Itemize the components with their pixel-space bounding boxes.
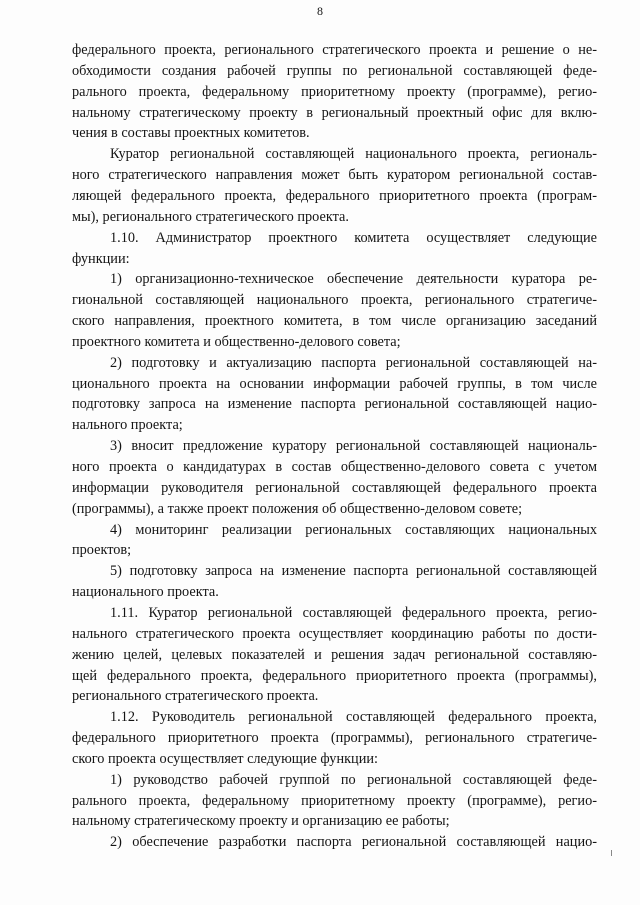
text-line: 1) организационно-техническое обеспечение деятельности куратора ре-: [110, 271, 597, 288]
text-line: щей федерального проекта, федерального приоритетного проекта (программы),: [72, 667, 597, 684]
text-line: национального проекта.: [72, 584, 219, 601]
text-line: регионального стратегического проекта.: [72, 688, 319, 705]
text-line: обходимости создания рабочей группы по региональной составляющей феде-: [72, 62, 597, 79]
text-line: ного проекта о кандидатурах в состав общественно-делового совета с учетом: [72, 459, 597, 475]
text-line: Куратор региональной составляющей национального проекта, региональ-: [110, 146, 597, 163]
text-line: информации руководителя региональной составляющей федерального проекта: [72, 479, 597, 496]
text-line: жению целей, целевых показателей и решения задач региональной составляю-: [72, 646, 597, 663]
text-line: 1) руководство рабочей группой по региональной составляющей феде-: [110, 771, 597, 788]
text-line: гиональной составляющей национального проекта, регионального стратегиче-: [72, 292, 597, 309]
text-line: нального стратегического проекта осуществляет координацию работы по дости-: [72, 625, 597, 642]
text-line: рального проекта, федеральному приоритетному проекту (программе), регио-: [72, 792, 597, 809]
text-line: нальному стратегическому проекту в региональный проектный офис для вклю-: [72, 104, 597, 121]
text-line: подготовку запроса на изменение паспорта региональной составляющей нацио-: [72, 396, 597, 413]
text-line: федерального проекта, регионального стратегического проекта и решение о не-: [72, 42, 597, 58]
text-line: ционального проекта на основании информации рабочей группы, в том числе: [72, 375, 597, 392]
text-line: мы), регионального стратегического проекта.: [72, 208, 349, 225]
text-line: 1.12. Руководитель региональной составляющей федерального проекта,: [110, 709, 597, 726]
text-line: 5) подготовку запроса на изменение паспорта региональной составляющей: [110, 563, 597, 580]
text-line: 2) подготовку и актуализацию паспорта региональной составляющей на-: [110, 354, 597, 371]
text-line: чения в составы проектных комитетов.: [72, 125, 310, 142]
text-line: нального проекта;: [72, 417, 183, 434]
text-line: 1.11. Куратор региональной составляющей федерального проекта, регио-: [110, 604, 597, 621]
text-line: ского проекта осуществляет следующие функции:: [72, 750, 378, 767]
text-line: 3) вносит предложение куратору региональной составляющей националь-: [110, 438, 597, 455]
text-line: ляющей федерального проекта, федерального приоритетного проекта (програм-: [72, 187, 597, 204]
page-number: 8: [317, 4, 323, 18]
text-line: проектов;: [72, 542, 132, 559]
text-line: нальному стратегическому проекту и организацию ее работы;: [72, 813, 450, 830]
text-line: федерального приоритетного проекта (программы), регионального стратегиче-: [72, 730, 597, 747]
text-line: ного стратегического направления может быть куратором региональной состав-: [72, 167, 597, 184]
text-line: проектного комитета и общественно-делового совета;: [72, 333, 401, 350]
text-line: 4) мониторинг реализации региональных составляющих национальных: [110, 521, 597, 538]
text-line: ского направления, проектного комитета, в том числе организацию заседаний: [72, 313, 597, 330]
text-line: 2) обеспечение разработки паспорта региональной составляющей нацио-: [110, 834, 597, 851]
scan-speck: [611, 850, 612, 856]
text-line: 1.10. Администратор проектного комитета осуществляет следующие: [110, 229, 597, 246]
text-line: функции:: [72, 250, 130, 267]
text-line: (программы), а также проект положения об общественно-деловом совете;: [72, 500, 523, 517]
text-line: рального проекта, федеральному приоритетному проекту (программе), регио-: [72, 83, 597, 100]
